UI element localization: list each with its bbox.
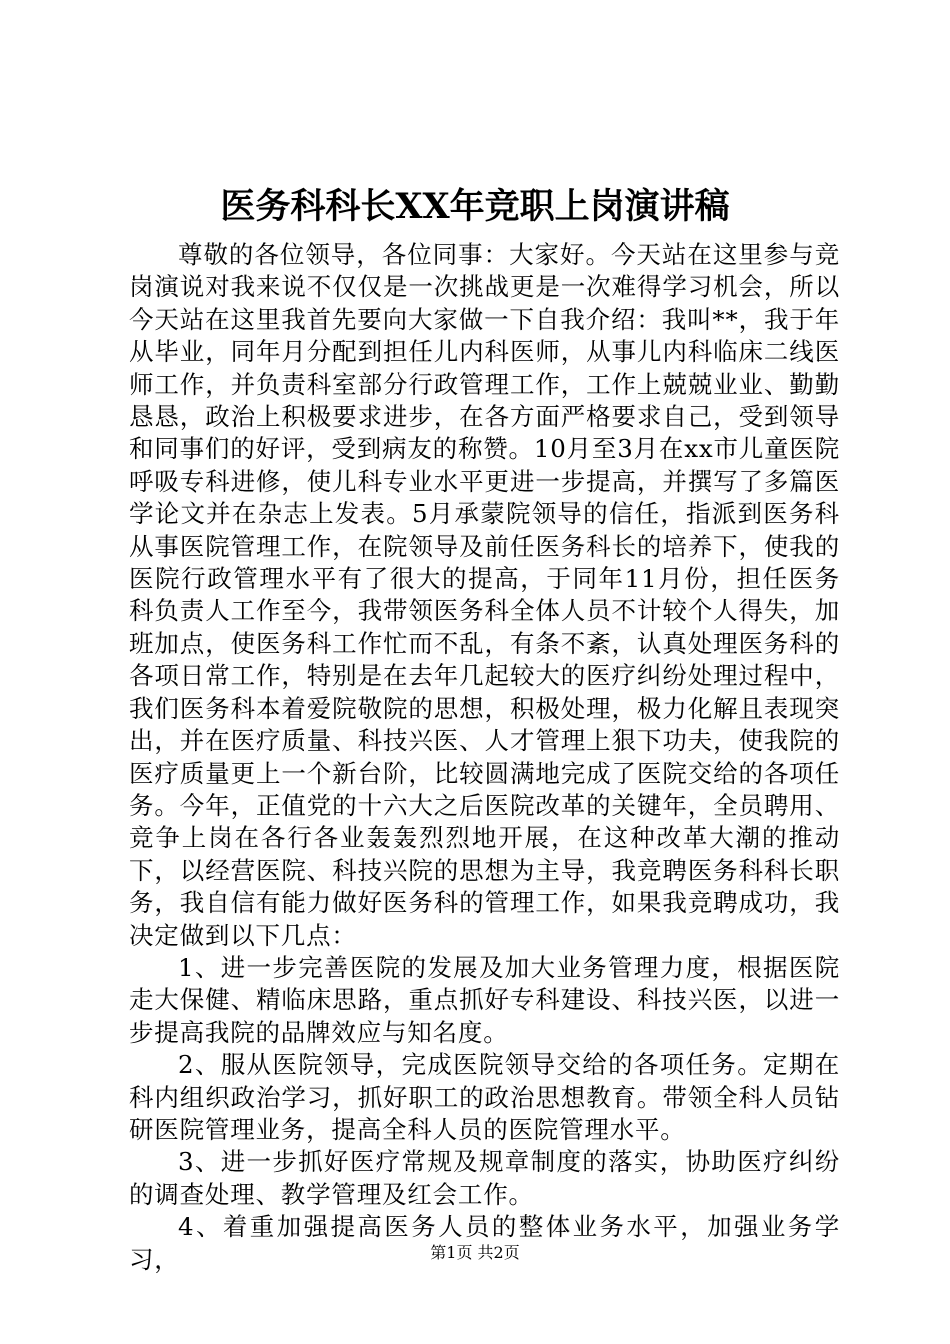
paragraph-intro: 尊敬的各位领导，各位同事：大家好。今天站在这里参与竞岗演说对我来说不仅仅是一次挑战更是一次难得学习机会，所以今天站在这里我首先要向大家做一下自我介绍：我叫**，我于年从毕业，同年月分配到担任儿内科医师，从事儿内科临床二线医师工作，并负责科室部分行政管理工作，工作上兢兢业业、勤勤恳恳，政治上积极要求进步，在各方面严格要求自己，受到领导和同事们的好评，受到病友的称赞。10月至3月在xx市儿童医院呼吸专科进修，使儿科专业水平更进一步提高，并撰写了多篇医学论文并在杂志上发表。5月承蒙院领导的信任，指派到医务科从事医院管理工作，在院领导及前任医务科长的培养下，使我的医院行政管理水平有了很大的提高，于同年11月份，担任医务科负责人工作至今，我带领医务科全体人员不计较个人得失，加班加点，使医务科工作忙而不乱，有条不紊，认真处理医务科的各项日常工作，特别是在去年几起较大的医疗纠纷处理过程中，我们医务科本着爱院敬院的思想，积极处理，极力化解且表现突出，并在医疗质量、科技兴医、人才管理上狠下功夫，使我院的医疗质量更上一个新台阶，比较圆满地完成了医院交给的各项任务。今年，正值党的十六大之后医院改革的关键年，全员聘用、竞争上岗在各行各业轰轰烈烈地开展，在这种改革大潮的推动下，以经营医院、科技兴院的思想为主导，我竞聘医务科科长职务，我自信有能力做好医务科的管理工作，如果我竞聘成功，我决定做到以下几点： bbox=[129, 240, 840, 950]
paragraph-point-3: 3、进一步抓好医疗常规及规章制度的落实，协助医疗纠纷的调查处理、教学管理及红会工作。 bbox=[129, 1147, 840, 1209]
paragraph-point-4: 4、着重加强提高医务人员的整体业务水平，加强业务学习， bbox=[129, 1212, 840, 1274]
document-title: 医务科科长XX年竞职上岗演讲稿 bbox=[220, 186, 730, 227]
paragraph-point-2: 2、服从医院领导，完成医院领导交给的各项任务。定期在科内组织政治学习，抓好职工的政治思想教育。带领全科人员钻研医院管理业务，提高全科人员的医院管理水平。 bbox=[129, 1050, 840, 1144]
page-number-footer: 第1页 共2页 bbox=[430, 1243, 520, 1262]
document-body bbox=[129, 239, 840, 1276]
paragraph-point-1: 1、进一步完善医院的发展及加大业务管理力度，根据医院走大保健、精临床思路，重点抓好专科建设、科技兴医，以进一步提高我院的品牌效应与知名度。 bbox=[129, 952, 840, 1047]
